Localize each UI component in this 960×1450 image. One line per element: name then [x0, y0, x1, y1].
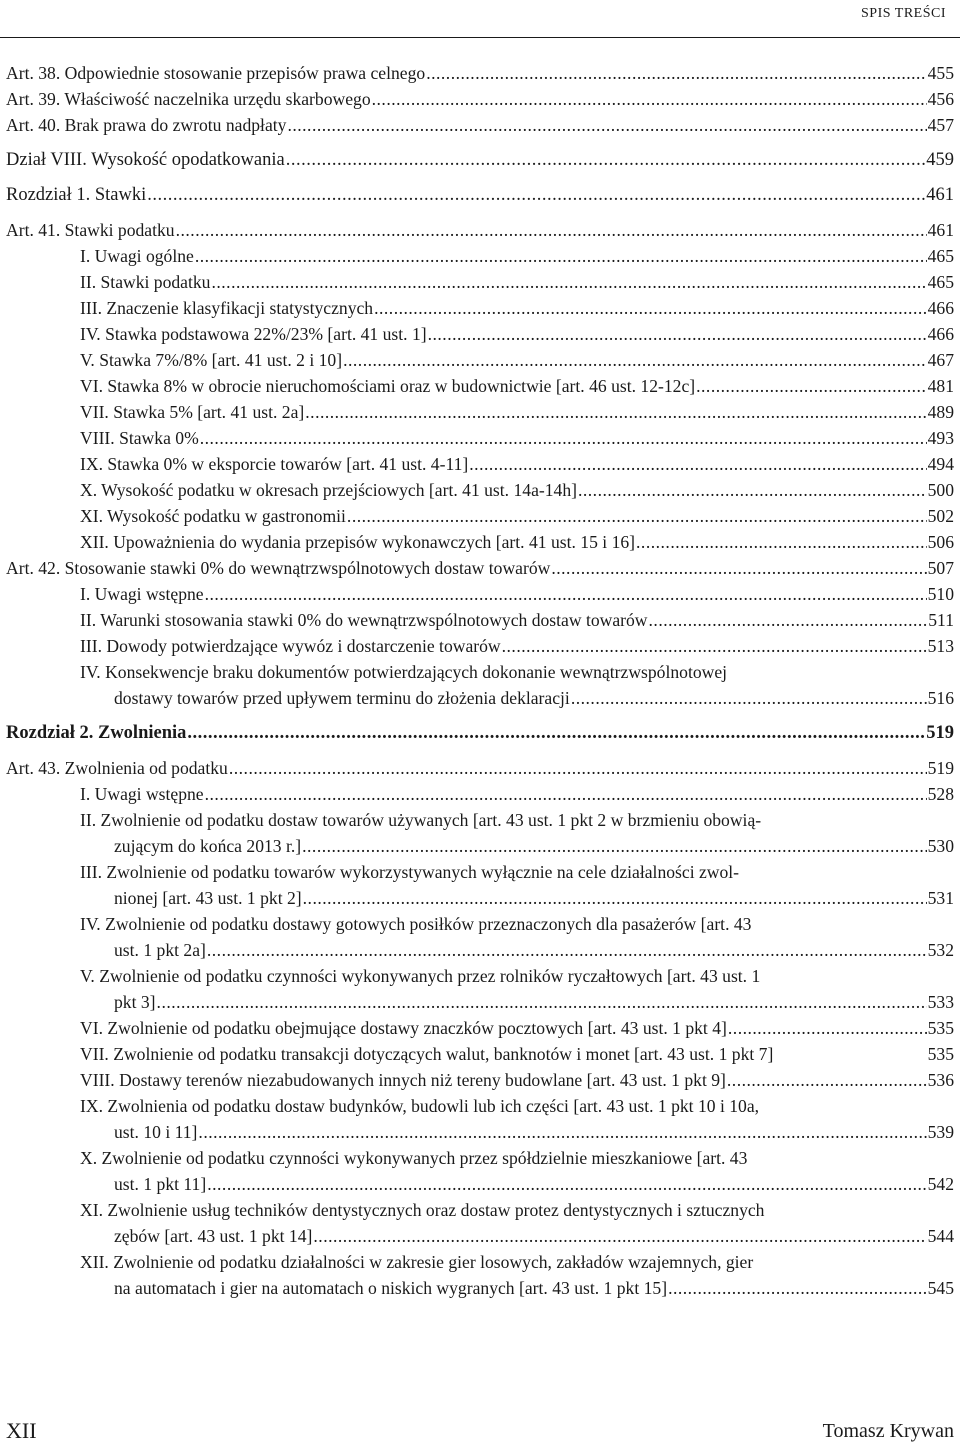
toc-entry-title: IV. Konsekwencje braku dokumentów potwierdzających dokonanie wewnątrzwspólnotowej — [80, 662, 728, 682]
dot-leader — [347, 503, 927, 529]
toc-subentry — [6, 963, 954, 1015]
dot-leader — [551, 555, 926, 581]
dot-leader — [157, 989, 927, 1015]
dot-leader — [343, 347, 927, 373]
toc-entry-title: zębów [art. 43 ust. 1 pkt 14] — [114, 1226, 313, 1246]
dot-leader — [668, 1275, 927, 1301]
footer-author: Tomasz Krywan — [822, 1420, 954, 1442]
toc-subentry — [6, 607, 954, 633]
dot-leader — [649, 607, 928, 633]
dot-leader — [426, 60, 926, 86]
toc-entry — [6, 555, 954, 581]
toc-entry-title: III. Zwolnienie od podatku towarów wykorzystywanych wyłącznie na cele działalności zwol- — [80, 862, 740, 882]
toc-entry-title: III. Znaczenie klasyfikacji statystycznych — [80, 298, 374, 318]
dot-leader — [207, 937, 927, 963]
toc-page-number: 545 — [927, 1278, 954, 1298]
dot-leader — [211, 269, 926, 295]
toc-entry-title: Rozdział 2. Zwolnienia — [6, 723, 187, 743]
toc-page-number: 461 — [926, 185, 954, 205]
dot-leader — [286, 147, 926, 173]
toc-page-number: 465 — [927, 272, 954, 292]
toc-entry-title: X. Wysokość podatku w okresach przejściowych [art. 41 ust. 14a-14h] — [80, 480, 577, 500]
toc-subentry — [6, 807, 954, 859]
toc-subentry — [6, 1041, 954, 1067]
toc-subentry — [6, 659, 954, 711]
dot-leader — [229, 755, 927, 781]
toc-entry-title: IV. Stawka podstawowa 22%/23% [art. 41 ust. 1] — [80, 324, 427, 344]
toc-entry-title: V. Stawka 7%/8% [art. 41 ust. 2 i 10] — [80, 350, 343, 370]
toc-entry-title: ust. 1 pkt 11] — [114, 1174, 207, 1194]
toc-entry-title: I. Uwagi ogólne — [80, 246, 194, 266]
toc-page-number: 510 — [927, 584, 954, 604]
toc-page-number: 507 — [927, 558, 954, 578]
toc-page-number: 511 — [928, 610, 954, 630]
dot-leader — [198, 1119, 926, 1145]
toc-page-number: 461 — [927, 220, 954, 240]
toc-page-number: 459 — [926, 150, 954, 170]
dot-leader — [205, 581, 927, 607]
toc-subentry — [6, 529, 954, 555]
toc-subentry — [6, 633, 954, 659]
toc-entry — [6, 217, 954, 243]
toc-page-number: 493 — [927, 428, 954, 448]
toc-page-number: 457 — [927, 115, 954, 135]
toc-subentry — [6, 581, 954, 607]
toc-entry-title: I. Uwagi wstępne — [80, 584, 204, 604]
toc-entry — [6, 147, 954, 173]
toc-subentry — [6, 1093, 954, 1145]
toc-page-number: 500 — [927, 480, 954, 500]
toc-page-number: 519 — [926, 723, 954, 743]
toc-subentry — [6, 373, 954, 399]
toc-entry-title: Art. 42. Stosowanie stawki 0% do wewnątrzwspólnotowych dostaw towarów — [6, 558, 551, 578]
toc-page-number: 528 — [927, 784, 954, 804]
toc-entry-title: Dział VIII. Wysokość opodatkowania — [6, 150, 285, 170]
toc-entry-title: X. Zwolnienie od podatku czynności wykonywanych przez spółdzielnie mieszkaniowe [art. 43 — [80, 1148, 748, 1168]
dot-leader — [305, 399, 926, 425]
dot-leader — [372, 86, 927, 112]
toc-page-number: 467 — [927, 350, 954, 370]
toc-entry-title: XII. Upoważnienia do wydania przepisów wykonawczych [art. 41 ust. 15 i 16] — [80, 532, 636, 552]
dot-leader — [195, 243, 927, 269]
toc-subentry — [6, 781, 954, 807]
toc-entry — [6, 182, 954, 208]
toc-page-number: 489 — [927, 402, 954, 422]
table-of-contents — [6, 60, 954, 1301]
toc-subentry — [6, 243, 954, 269]
toc-entry-title: nionej [art. 43 ust. 1 pkt 2] — [114, 888, 302, 908]
header-rule — [0, 37, 960, 38]
toc-entry-title: III. Dowody potwierdzające wywóz i dostarczenie towarów — [80, 636, 501, 656]
toc-entry-title: ust. 10 i 11] — [114, 1122, 198, 1142]
running-header: SPIS TREŚCI — [861, 6, 946, 21]
toc-page-number: 532 — [927, 940, 954, 960]
toc-entry-title: XII. Zwolnienie od podatku działalności w zakresie gier losowych, zakładów wzajemnych, gier — [80, 1252, 754, 1272]
dot-leader — [303, 885, 927, 911]
toc-entry-title: Art. 40. Brak prawa do zwrotu nadpłaty — [6, 115, 287, 135]
toc-subentry — [6, 1197, 954, 1249]
dot-leader — [428, 321, 927, 347]
toc-entry-title: VI. Stawka 8% w obrocie nieruchomościami oraz w budownictwie [art. 46 ust. 12-12c] — [80, 376, 696, 396]
toc-entry-title: V. Zwolnienie od podatku czynności wykonywanych przez rolników ryczałtowych [art. 43 ust. 1 — [80, 966, 761, 986]
dot-leader — [287, 112, 926, 138]
toc-page-number: 542 — [927, 1174, 954, 1194]
toc-page-number: 506 — [927, 532, 954, 552]
page-number: XII — [6, 1418, 37, 1443]
toc-page-number: 516 — [927, 688, 954, 708]
dot-leader — [313, 1223, 926, 1249]
toc-subentry — [6, 347, 954, 373]
dot-leader — [728, 1015, 927, 1041]
dot-leader — [636, 529, 927, 555]
dot-leader — [147, 182, 925, 208]
toc-entry — [6, 720, 954, 746]
toc-page-number: 455 — [927, 63, 954, 83]
toc-page-number: 544 — [927, 1226, 954, 1246]
toc-entry-title: XI. Zwolnienie usług techników dentystycznych oraz dostaw protez dentystycznych i sztucznych — [80, 1200, 765, 1220]
toc-entry-title: zującym do końca 2013 r.] — [114, 836, 302, 856]
toc-entry-title: Art. 39. Właściwość naczelnika urzędu skarbowego — [6, 89, 371, 109]
toc-page-number: 535 — [927, 1018, 954, 1038]
toc-page-number: 539 — [927, 1122, 954, 1142]
toc-page-number: 466 — [927, 324, 954, 344]
dot-leader — [187, 720, 925, 746]
toc-entry-title: VIII. Stawka 0% — [80, 428, 199, 448]
dot-leader — [571, 685, 927, 711]
dot-leader — [205, 781, 927, 807]
toc-subentry — [6, 503, 954, 529]
toc-subentry — [6, 425, 954, 451]
toc-entry-title: Art. 38. Odpowiednie stosowanie przepisów prawa celnego — [6, 63, 426, 83]
toc-entry — [6, 60, 954, 86]
toc-subentry — [6, 399, 954, 425]
dot-leader — [727, 1067, 927, 1093]
toc-page-number: 530 — [927, 836, 954, 856]
toc-entry-title: pkt 3] — [114, 992, 156, 1012]
toc-entry-title: XI. Wysokość podatku w gastronomii — [80, 506, 346, 526]
toc-entry-title: VIII. Dostawy terenów niezabudowanych innych niż tereny budowlane [art. 43 ust. 1 pkt 9] — [80, 1070, 726, 1090]
toc-subentry — [6, 295, 954, 321]
toc-entry-title: IX. Stawka 0% w eksporcie towarów [art. 41 ust. 4-11] — [80, 454, 469, 474]
toc-page-number: 456 — [927, 89, 954, 109]
toc-entry-title: IX. Zwolnienia od podatku dostaw budynków, budowli lub ich części [art. 43 ust. 1 pkt 10 i 10a, — [80, 1096, 760, 1116]
toc-subentry — [6, 477, 954, 503]
toc-page-number: 494 — [927, 454, 954, 474]
toc-entry-title: II. Warunki stosowania stawki 0% do wewnątrzwspólnotowych dostaw towarów — [80, 610, 648, 630]
toc-entry-title: II. Stawki podatku — [80, 272, 211, 292]
toc-entry-title: Rozdział 1. Stawki — [6, 185, 147, 205]
toc-subentry — [6, 1145, 954, 1197]
toc-page-number: 465 — [927, 246, 954, 266]
toc-subentry — [6, 1067, 954, 1093]
toc-entry-title: Art. 43. Zwolnienia od podatku — [6, 758, 228, 778]
dot-leader — [502, 633, 927, 659]
toc-page-number: 533 — [927, 992, 954, 1012]
dot-leader — [302, 833, 926, 859]
toc-entry-title: VII. Zwolnienie od podatku transakcji dotyczących walut, banknotów i monet [art. 43 ust. 1 pkt 7] — [80, 1044, 774, 1064]
toc-subentry — [6, 451, 954, 477]
toc-entry-title: VI. Zwolnienie od podatku obejmujące dostawy znaczków pocztowych [art. 43 ust. 1 pkt 4] — [80, 1018, 727, 1038]
toc-page-number: 481 — [927, 376, 954, 396]
dot-leader — [696, 373, 926, 399]
toc-page-number: 531 — [927, 888, 954, 908]
toc-page-number: 536 — [927, 1070, 954, 1090]
toc-subentry — [6, 1249, 954, 1301]
toc-entry-title: ust. 1 pkt 2a] — [114, 940, 206, 960]
toc-entry — [6, 755, 954, 781]
toc-entry-title: VII. Stawka 5% [art. 41 ust. 2a] — [80, 402, 305, 422]
toc-subentry — [6, 269, 954, 295]
dot-leader — [374, 295, 927, 321]
toc-page-number: 519 — [927, 758, 954, 778]
toc-subentry — [6, 911, 954, 963]
toc-entry — [6, 112, 954, 138]
dot-leader — [200, 425, 927, 451]
toc-page-number: 466 — [927, 298, 954, 318]
toc-entry-title: IV. Zwolnienie od podatku dostawy gotowych posiłków przeznaczonych dla pasażerów [art. 43 — [80, 914, 752, 934]
dot-leader — [176, 217, 927, 243]
toc-page-number: 513 — [927, 636, 954, 656]
toc-entry-title: II. Zwolnienie od podatku dostaw towarów używanych [art. 43 ust. 1 pkt 2 w brzmieniu obowią- — [80, 810, 762, 830]
dot-leader — [578, 477, 927, 503]
toc-subentry — [6, 321, 954, 347]
toc-page-number: 502 — [927, 506, 954, 526]
toc-entry-title: I. Uwagi wstępne — [80, 784, 204, 804]
toc-entry-title: na automatach i gier na automatach o niskich wygranych [art. 43 ust. 1 pkt 15] — [114, 1278, 668, 1298]
toc-entry-title: dostawy towarów przed upływem terminu do złożenia deklaracji — [114, 688, 570, 708]
toc-subentry — [6, 1015, 954, 1041]
toc-entry — [6, 86, 954, 112]
toc-page-number: 535 — [927, 1044, 954, 1064]
dot-leader — [207, 1171, 926, 1197]
toc-subentry — [6, 859, 954, 911]
dot-leader — [469, 451, 926, 477]
toc-entry-title: Art. 41. Stawki podatku — [6, 220, 175, 240]
